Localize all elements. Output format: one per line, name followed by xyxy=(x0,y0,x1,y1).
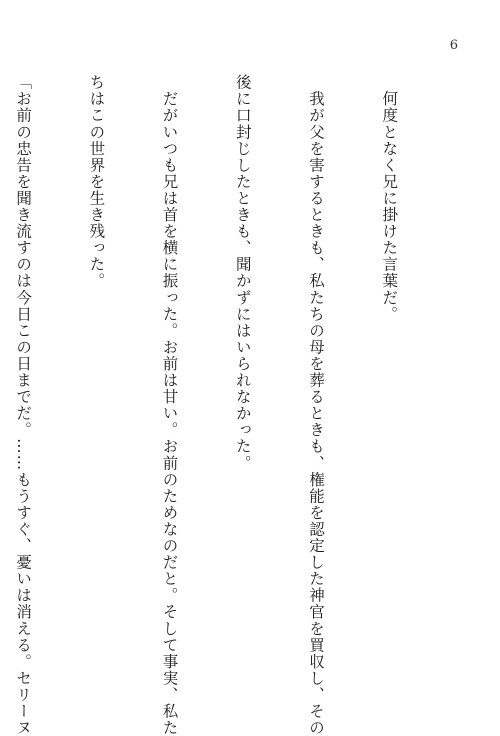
page-number: 6 xyxy=(449,38,458,53)
text-line: 後に口封じしたときも、聞かずにはいられなかった。 xyxy=(233,74,252,472)
text-line: だがいつも兄は首を横に振った。お前は甘い。お前のためなのだと。そして事実、私た xyxy=(160,74,179,736)
vertical-text-body xyxy=(0,74,450,736)
text-line: 何度となく兄に掛けた言葉だ。 xyxy=(380,74,399,323)
text-line: 「お前の忠告を聞き流すのは今日この日までだ。……もうすぐ、憂いは消える。セリーヌ xyxy=(14,74,33,736)
text-line: 我が父を害するときも、私たちの母を葬るときも、権能を認定した神官を買収し、その xyxy=(306,74,325,736)
text-line: ちはこの世界を生き残った。 xyxy=(87,74,106,290)
